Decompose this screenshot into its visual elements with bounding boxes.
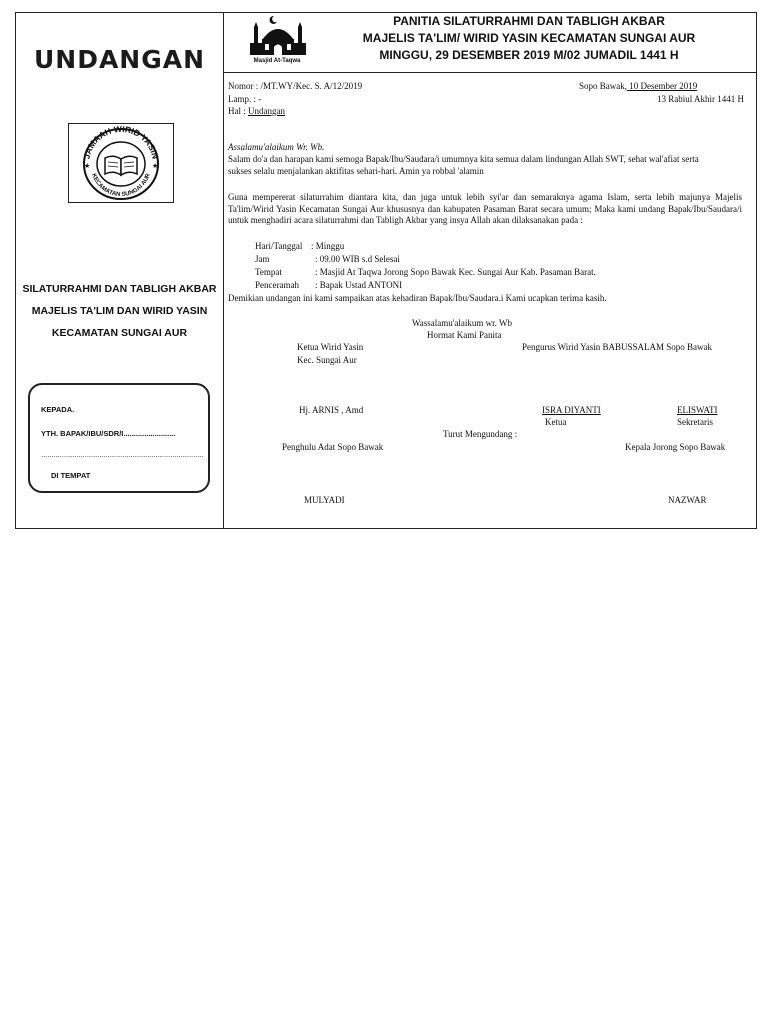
sig-right-role: Sekretaris (677, 417, 713, 427)
svg-text:JAMAAH WIRID YASIN: JAMAAH WIRID YASIN (81, 124, 161, 160)
sig-mid-role: Ketua (545, 417, 567, 427)
turut-mengundang: Turut Mengundang : (443, 429, 518, 439)
turut-right-title: Kepala Jorong Sopo Bawak (625, 442, 726, 452)
letter-place-date (579, 81, 697, 91)
letter-lamp: Lamp. : - (228, 94, 262, 104)
letter-closing: Demikian undangan ini kami sampaikan atas kehadiran Bapak/Ibu/Saudara.i Kami ucapkan terima kasih. (228, 293, 607, 303)
book-icon (105, 156, 121, 175)
detail-label: Penceramah (255, 280, 299, 290)
recipient-di-tempat: DI TEMPAT (51, 471, 91, 480)
letter-greeting: Assalamu'alaikum Wr. Wb. (228, 142, 325, 152)
sig-right-title: Pengurus Wirid Yasin BABUSSALAM Sopo Bawak (522, 342, 712, 352)
detail-label: Jam (255, 254, 270, 264)
sig-left-name: Hj. ARNIS , Amd (299, 405, 364, 415)
recipient-kepada-label: KEPADA. (41, 405, 75, 414)
letter-body: Guna mempererat silaturrahim diantara kita, dan juga untuk lebih syi'ar dan semaraknya agama Islam, serta lebih majunya Majelis Ta'lim/Wirid Yasin Kecamatan Sungai Aur khususnya dan kabupaten Pasaman Barat secara umum; Maka kami undang Bapak/Ibu/Saudara/i untuk menghadiri acara silaturrahmi dan Tabligh Akbar yang insya Allah akan dilaksanakan pada : (228, 192, 742, 225)
invitation-sheet (15, 12, 757, 529)
mosque-caption: Masjid At-Taqwa (253, 58, 301, 64)
detail-value: : 09.00 WIB s.d Selesai (315, 254, 400, 264)
sig-left-title: Kec. Sungai Aur (297, 355, 357, 365)
letter-wassalam: Wassalamu'alaikum wr. Wb (412, 318, 512, 328)
sig-left-title: Ketua Wirid Yasin (297, 342, 364, 352)
recipient-dotted-line: .............................................................................. (41, 450, 204, 459)
sig-right-name: ELISWATI (677, 405, 718, 415)
place-date-value: 10 Desember 2019 (627, 81, 698, 91)
header-line: MAJELIS TA'LIM/ WIRID YASIN KECAMATAN SUNGAI AUR (362, 31, 696, 45)
detail-label: Hari/Tanggal (255, 241, 303, 251)
header-line: PANITIA SILATURRAHMI DAN TABLIGH AKBAR (393, 14, 665, 28)
letter-hijri-date: 13 Rabiul Akhir 1441 H (657, 94, 744, 104)
letter-hormat: Hormat Kami Panita (427, 330, 502, 340)
letter-opening: Salam do'a dan harapan kami semoga Bapak/Ibu/Saudara/i umumnya kita semua dalam lindungan Allah SWT, sehat wal'afiat serta sukses selalu menjalankan aktifitas sehari-hari. Amin ya robbal 'alamin (228, 154, 699, 176)
turut-left-title: Penghulu Adat Sopo Bawak (282, 442, 384, 452)
letter-hal (228, 106, 285, 116)
wirid-yasin-logo (69, 124, 173, 202)
detail-value: : Masjid At Taqwa Jorong Sopo Bawak Kec. Sungai Aur Kab. Pasaman Barat. (315, 267, 596, 277)
letter-hal-value: Undangan (248, 106, 285, 116)
letter-panel (224, 13, 756, 528)
cover-subtitle-line: MAJELIS TA'LIM DAN WIRID YASIN (31, 305, 208, 317)
recipient-yth-line: YTH. BAPAK/IBU/SDR/I......................... (41, 429, 176, 438)
detail-value: : Bapak Ustad ANTONI (315, 280, 403, 290)
letter-hal-label: Hal : (228, 106, 246, 116)
detail-label: Tempat (255, 267, 282, 277)
cover-title: UNDANGAN (33, 45, 206, 74)
letter-nomor: Nomor : /MT.WY/Kec. S. A/12/2019 (228, 81, 363, 91)
header-line: MINGGU, 29 DESEMBER 2019 M/02 JUMADIL 1441 H (379, 48, 679, 62)
sig-mid-name: ISRA DIYANTI (542, 405, 601, 415)
place-date-prefix: Sopo Bawak, (579, 81, 627, 91)
svg-text:★: ★ (84, 162, 91, 170)
turut-left-name: MULYADI (304, 495, 345, 505)
cover-panel (16, 13, 223, 528)
svg-text:★: ★ (152, 162, 159, 170)
logo-frame (68, 123, 174, 203)
detail-value: : Minggu (311, 241, 345, 251)
cover-subtitle-line: SILATURRAHMI DAN TABLIGH AKBAR (22, 283, 217, 295)
svg-text:KECAMATAN SUNGAI AUR: KECAMATAN SUNGAI AUR (90, 172, 152, 199)
turut-right-name: NAZWAR (668, 495, 707, 505)
header-rule (224, 72, 756, 73)
recipient-box (28, 383, 210, 493)
cover-subtitle-line: KECAMATAN SUNGAI AUR (51, 327, 188, 339)
